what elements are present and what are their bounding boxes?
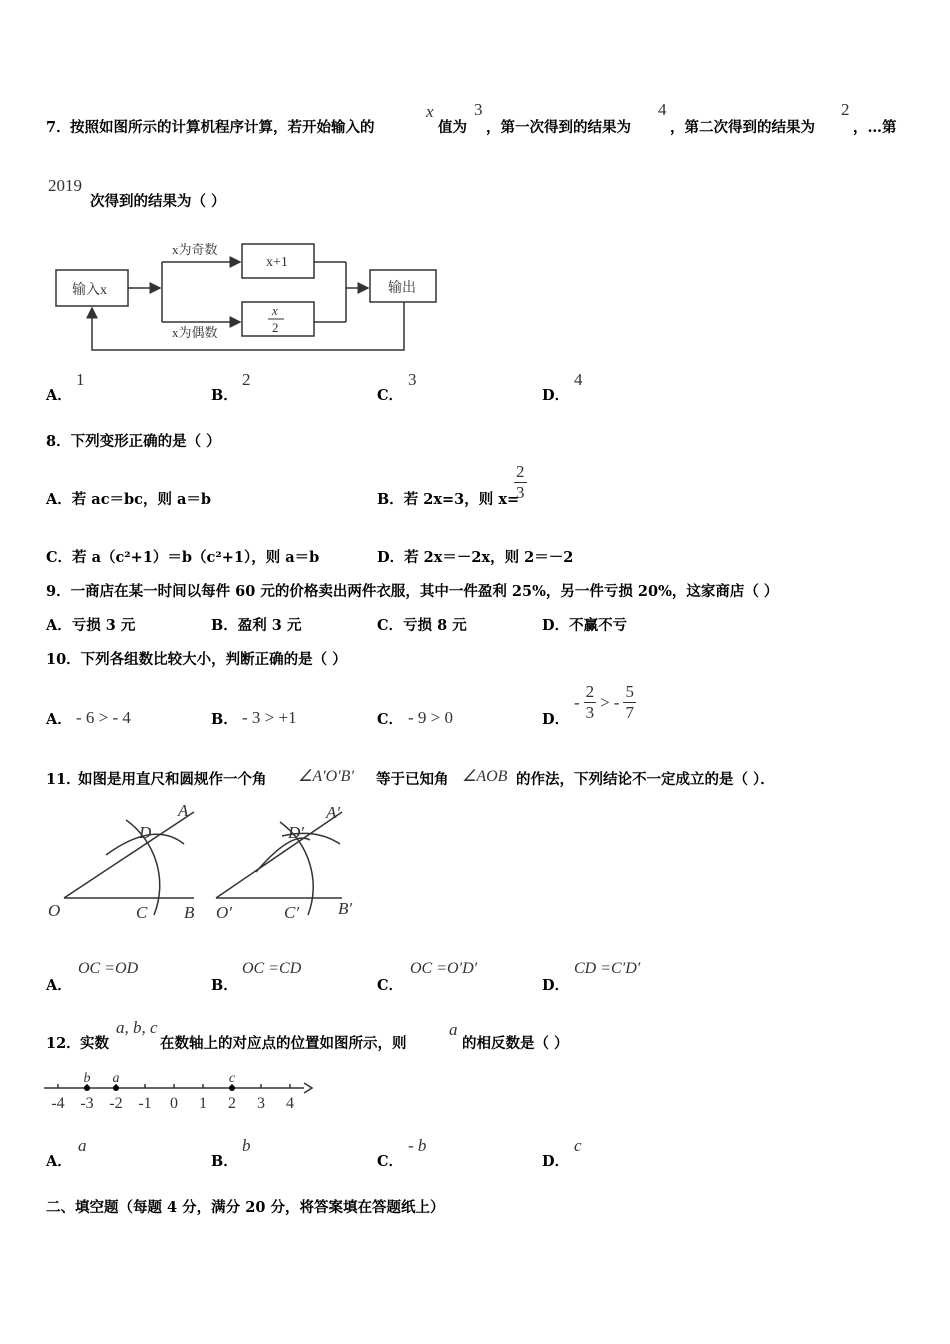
fraction-numerator: 2 (585, 682, 595, 701)
fraction-numerator: 5 (625, 682, 634, 701)
q12-text-a: 实数 (80, 1035, 109, 1052)
q10-option-c-label: C． (377, 711, 404, 728)
q10-option-a-label: A． (46, 711, 72, 728)
q7-option-b-label: B． (211, 387, 238, 404)
flowchart-odd-label: x为奇数 (172, 242, 218, 257)
q11-option-a-value: OC =OD (78, 960, 139, 977)
q7-option-d-value: 4 (574, 370, 583, 389)
q7-val-3: 3 (474, 100, 483, 119)
q11-number: 11． (46, 771, 81, 788)
q12-text-b: 在数轴上的对应点的位置如图所示，则 (160, 1035, 407, 1052)
q12-option-c-label: C． (377, 1153, 404, 1170)
number-line-tick-label: -1 (138, 1095, 152, 1112)
q11-option-d-value: CD =C′D′ (574, 960, 641, 977)
number-line-point-label-c: c (228, 1071, 236, 1086)
number-line-tick-label: 0 (170, 1095, 178, 1112)
number-line-tick-label: -3 (80, 1095, 94, 1112)
q12-option-b-value: b (242, 1136, 251, 1155)
ray-o-prime-a-prime (216, 812, 342, 898)
point-label-c: C (136, 903, 148, 922)
flowchart-even-num: x (272, 303, 278, 318)
q7-option-d-label: D． (542, 387, 570, 404)
q12-number: 12． (46, 1035, 81, 1052)
number-line-tick-label: 1 (199, 1095, 207, 1112)
q11-option-c-value: OC =O′D′ (410, 960, 478, 977)
q12-var-a: a (449, 1020, 458, 1039)
q12-option-b-label: B． (211, 1153, 238, 1170)
q10-option-b-value: - 3 > +1 (242, 708, 297, 727)
ray-oa (64, 812, 194, 898)
flowchart-even-label: x为偶数 (172, 325, 218, 340)
q11-text-a: 如图是用直尺和圆规作一个角 (78, 771, 267, 788)
flowchart-odd-box-label: x+1 (266, 255, 288, 270)
q8-option-c: C．若 a（c²+1）＝b（c²+1），则 a＝b (46, 549, 320, 566)
q11-option-c-label: C． (377, 977, 404, 994)
q7-val-4: 4 (658, 100, 667, 119)
q7-option-c-label: C． (377, 387, 404, 404)
point-label-o: O (48, 901, 61, 920)
q10-option-d-label: D． (542, 711, 570, 728)
point-label-a-prime: A′ (326, 803, 341, 822)
q7-number: 7． (46, 119, 71, 136)
q9-stem: 9．一商店在某一时间以每件 60 元的价格卖出两件衣服，其中一件盈利 25%，另一件亏损 20%，这家商店（ ） (46, 583, 779, 600)
q12-text-c: 的相反数是（ ） (462, 1035, 569, 1052)
fraction-denominator: 3 (585, 703, 595, 722)
q7-var-x: x (426, 102, 434, 121)
comparison-sign: > (600, 692, 610, 712)
q7-option-a-value: 1 (76, 370, 85, 389)
q8-stem: 8．下列变形正确的是（ ） (46, 433, 221, 450)
q11-option-b-value: OC =CD (242, 960, 302, 977)
minus-sign: - (613, 692, 620, 712)
q12-option-a-label: A． (46, 1153, 72, 1170)
q7-text-a: 按照如图所示的计算机程序计算，若开始输入的 (70, 119, 375, 136)
q11-option-d-label: D． (542, 977, 570, 994)
number-line-point-label-a: a (112, 1071, 120, 1086)
q12-vars: a, b, c (116, 1018, 158, 1037)
q9-option-c: C．亏损 8 元 (377, 617, 467, 634)
minus-sign: - (574, 692, 580, 712)
point-label-a: A (178, 801, 189, 820)
q8-option-b-fraction (514, 462, 527, 503)
point-label-d-prime: D′ (288, 823, 304, 842)
q11-angle-2: ∠AOB (462, 768, 508, 785)
fraction (584, 682, 597, 723)
compass-construction-figures (44, 800, 374, 930)
number-line-tick-label: -4 (51, 1095, 65, 1112)
point-label-b: B (184, 903, 195, 922)
point-label-d: D (139, 823, 152, 842)
fraction (623, 682, 636, 723)
point-label-o-prime: O′ (216, 903, 232, 922)
q7-text-d: ，第二次得到的结果为 (670, 119, 815, 136)
q12-option-a-value: a (78, 1136, 87, 1155)
point-label-c-prime: C′ (284, 903, 300, 922)
number-line-tick-label: 2 (228, 1095, 236, 1112)
q11-text-c: 的作法，下列结论不一定成立的是（ ）． (516, 771, 775, 788)
flowchart-input-label: 输入x (72, 283, 107, 298)
q7-text-e: ，…第 (853, 119, 897, 136)
number-line-arrow-icon (304, 1083, 312, 1093)
flowchart-even-den: 2 (272, 320, 279, 335)
q10-option-d-expression (574, 682, 636, 723)
q12-option-d-value: c (574, 1136, 582, 1155)
q10-stem: 10．下列各组数比较大小，判断正确的是（ ） (46, 651, 347, 668)
number-line-tick-label: 4 (286, 1095, 294, 1112)
q7-option-a-label: A． (46, 387, 72, 404)
fraction-numerator: 2 (516, 462, 525, 481)
q9-option-a: A．亏损 3 元 (46, 617, 136, 634)
number-line-tick-label: 3 (257, 1095, 265, 1112)
q8-option-d: D．若 2x＝－2x，则 2＝－2 (377, 549, 574, 566)
q12-option-c-value: - b (408, 1136, 427, 1155)
q11-option-a-label: A． (46, 977, 72, 994)
fraction-denominator: 3 (516, 483, 525, 502)
q7-val-2: 2 (841, 100, 850, 119)
q7-text-c: ，第一次得到的结果为 (486, 119, 631, 136)
q8-option-b: B．若 2x=3，则 x= (377, 491, 520, 508)
q7-year: 2019 (48, 176, 82, 195)
number-line-point-label-b: b (83, 1071, 91, 1086)
q9-option-b: B．盈利 3 元 (211, 617, 302, 634)
q11-text-b: 等于已知角 (376, 771, 449, 788)
q10-option-a-value: - 6 > - 4 (76, 708, 131, 727)
arc-small (256, 838, 310, 872)
q11-option-b-label: B． (211, 977, 238, 994)
number-line (40, 1066, 320, 1118)
q11-angle-1: ∠A′O′B′ (298, 768, 354, 785)
q7-option-c-value: 3 (408, 370, 417, 389)
section-2-heading: 二、填空题（每题 4 分，满分 20 分，将答案填在答题纸上） (46, 1199, 445, 1216)
q7-text-b: 值为 (438, 119, 467, 136)
q8-option-a: A．若 ac＝bc，则 a＝b (46, 491, 212, 508)
q10-option-b-label: B． (211, 711, 238, 728)
q7-text-f: 次得到的结果为（ ） (90, 193, 226, 210)
flowchart-output-label: 输出 (388, 281, 416, 296)
q12-option-d-label: D． (542, 1153, 570, 1170)
point-label-b-prime: B′ (338, 899, 353, 918)
q10-option-c-value: - 9 > 0 (408, 708, 453, 727)
flowchart (50, 232, 450, 357)
q7-option-b-value: 2 (242, 370, 251, 389)
fraction-denominator: 7 (625, 703, 634, 722)
number-line-tick-label: -2 (109, 1095, 123, 1112)
q9-option-d: D．不赢不亏 (542, 617, 628, 634)
